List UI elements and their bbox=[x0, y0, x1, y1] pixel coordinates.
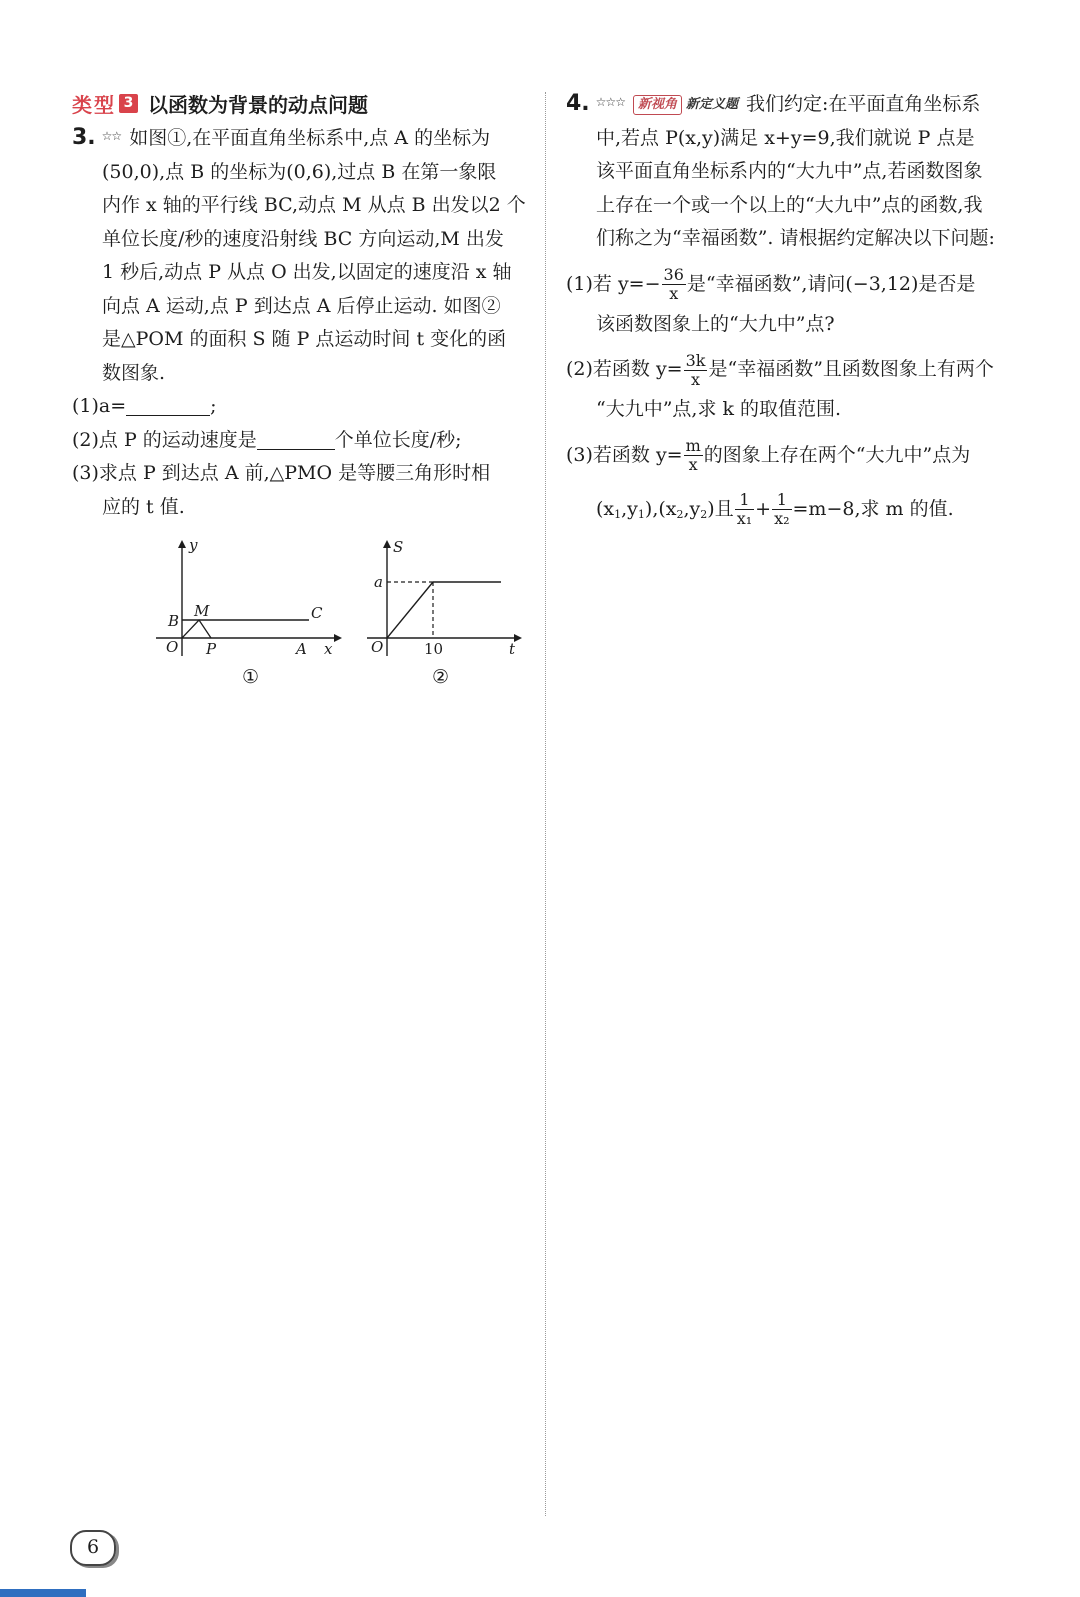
q4-number: 4. bbox=[566, 91, 590, 116]
q4-sub3-tail: =m−8,求 m 的值. bbox=[792, 497, 954, 520]
q4-sub2-prefix: (2)若函数 y= bbox=[566, 358, 683, 380]
q3-sub1-text: (1)a= bbox=[72, 395, 127, 417]
q3-sub2-text: (2)点 P 的运动速度是 bbox=[72, 428, 257, 451]
q4-line-1 bbox=[566, 86, 1021, 122]
fig1-point-m: M bbox=[194, 602, 210, 620]
frac-numerator: 3k bbox=[685, 350, 706, 370]
q4-sub2-text: 是“幸福函数”且函数图象上有两个 bbox=[708, 358, 994, 380]
fig1-point-b: B bbox=[168, 612, 180, 630]
figure-1-coordinate-diagram bbox=[154, 538, 344, 666]
type-number-badge: 3 bbox=[119, 94, 138, 113]
fraction-m-over-x bbox=[684, 437, 703, 474]
new-perspective-tag: 新视角 bbox=[633, 95, 682, 115]
section-heading bbox=[72, 86, 527, 120]
figures bbox=[72, 538, 527, 698]
fig1-point-p: P bbox=[206, 640, 217, 658]
q3-sub2-end: 个单位长度/秒; bbox=[334, 428, 462, 451]
q4-sub1-prefix: (1)若 y=− bbox=[566, 272, 661, 295]
q3-sub1 bbox=[72, 390, 527, 424]
q4-sub3-line-2 bbox=[566, 479, 1021, 545]
q4-line-2: 中,若点 P(x,y)满足 x+y=9,我们就说 P 点是 bbox=[596, 126, 975, 149]
q4-sub3-line-1 bbox=[566, 431, 1021, 479]
frac-denominator: x bbox=[688, 455, 698, 474]
frac-numerator: 1 bbox=[772, 491, 791, 510]
fig1-x-label: x bbox=[324, 640, 333, 658]
fraction-1-over-x2 bbox=[772, 491, 791, 528]
figure-1-caption: ① bbox=[242, 666, 260, 688]
fraction-1-over-x1 bbox=[735, 491, 754, 528]
q4-sub2-line-2: “大九中”点,求 k 的取值范围. bbox=[596, 398, 842, 420]
q3-line-1 bbox=[72, 120, 527, 156]
q3-text: 如图①,在平面直角坐标系中,点 A 的坐标为 bbox=[129, 127, 491, 149]
q4-sub3-text-b: ,y bbox=[621, 497, 638, 520]
fig1-point-c: C bbox=[311, 604, 323, 622]
q3-line-6: 向点 A 运动,点 P 到达点 A 后停止运动. 如图② bbox=[102, 294, 501, 317]
q3-line-4: 单位长度/秒的速度沿射线 BC 方向运动,M 出发 bbox=[102, 227, 504, 250]
answer-blank-1[interactable] bbox=[126, 391, 210, 416]
q4-sub3-text-c: ),(x bbox=[644, 497, 677, 520]
fig2-origin-label: O bbox=[371, 638, 384, 656]
q4-sub3-text-d: ,y bbox=[683, 497, 701, 520]
fraction-3k-over-x bbox=[684, 352, 708, 389]
figure-2-caption: ② bbox=[432, 666, 450, 688]
frac-numerator: 1 bbox=[735, 491, 754, 510]
fig2-tick-10: 10 bbox=[424, 640, 444, 658]
column-divider bbox=[545, 92, 546, 1516]
difficulty-stars: ☆☆ bbox=[101, 129, 122, 143]
plus-sign: + bbox=[755, 497, 772, 520]
q3-line-7: 是△POM 的面积 S 随 P 点运动时间 t 变化的函 bbox=[102, 328, 507, 350]
frac-numerator: 36 bbox=[663, 265, 684, 284]
subscript: 1 bbox=[614, 507, 622, 521]
footer-accent-bar bbox=[0, 1589, 86, 1597]
q4-line-4: 上存在一个或一个以上的“大九中”点的函数,我 bbox=[596, 193, 983, 216]
subscript: 1 bbox=[637, 507, 645, 521]
q4-sub1-line-1 bbox=[566, 260, 1021, 308]
new-definition-tag: 新定义题 bbox=[685, 97, 738, 112]
fig2-s-label: S bbox=[393, 538, 404, 556]
q4-line-3: 该平面直角坐标系内的“大九中”点,若函数图象 bbox=[596, 160, 983, 182]
frac-denominator: x bbox=[691, 369, 701, 389]
q3-sub2 bbox=[72, 424, 527, 458]
subscript: 2 bbox=[676, 507, 684, 521]
q4-sub1-text: 是“幸福函数”,请问(−3,12)是否是 bbox=[686, 272, 976, 295]
q4-line-5: 们称之为“幸福函数”. 请根据约定解决以下问题: bbox=[596, 227, 995, 249]
q3-line-3: 内作 x 轴的平行线 BC,动点 M 从点 B 出发以2 个 bbox=[102, 194, 526, 216]
section-title: 以函数为背景的动点问题 bbox=[148, 92, 368, 117]
q3-sub3-line-2: 应的 t 值. bbox=[102, 495, 185, 518]
subscript: 2 bbox=[700, 507, 708, 521]
fig2-level-a-label: a bbox=[374, 573, 383, 591]
q4-sub1-line-2: 该函数图象上的“大九中”点? bbox=[596, 312, 835, 335]
q4-sub3-prefix: (3)若函数 y= bbox=[566, 443, 683, 466]
q3-sub3-line-1: (3)求点 P 到达点 A 前,△PMO 是等腰三角形时相 bbox=[72, 462, 491, 484]
q4-sub3-text: 的图象上存在两个“大九中”点为 bbox=[703, 443, 971, 466]
q4-sub2-line-1 bbox=[566, 345, 1021, 393]
q4-text: 我们约定:在平面直角坐标系 bbox=[745, 93, 981, 115]
frac-denominator: x₂ bbox=[774, 509, 790, 528]
frac-denominator: x₁ bbox=[736, 509, 753, 528]
q3-sub1-end: ; bbox=[210, 395, 217, 417]
figure-2-area-graph bbox=[359, 538, 524, 666]
fraction-36-over-x bbox=[662, 266, 686, 303]
type-label: 类型 bbox=[72, 92, 116, 117]
difficulty-stars: ☆☆☆ bbox=[595, 95, 625, 109]
fig1-y-label: y bbox=[189, 538, 198, 554]
fig2-t-label: t bbox=[509, 640, 516, 658]
page-number: 6 bbox=[70, 1530, 116, 1566]
answer-blank-2[interactable] bbox=[257, 425, 335, 450]
q3-number: 3. bbox=[72, 125, 96, 150]
q4-sub3-text-e: )且 bbox=[707, 497, 734, 520]
q3-line-5: 1 秒后,动点 P 从点 O 出发,以固定的速度沿 x 轴 bbox=[102, 261, 512, 283]
frac-denominator: x bbox=[669, 284, 679, 303]
q3-line-2: (50,0),点 B 的坐标为(0,6),过点 B 在第一象限 bbox=[102, 160, 497, 183]
frac-numerator: m bbox=[685, 436, 701, 455]
fig1-origin-label: O bbox=[166, 638, 179, 656]
right-column bbox=[566, 86, 1021, 545]
q3-line-8: 数图象. bbox=[102, 361, 166, 384]
q4-sub3-text-a: (x bbox=[596, 497, 615, 520]
fig1-point-a: A bbox=[296, 640, 307, 658]
left-column bbox=[72, 86, 527, 698]
